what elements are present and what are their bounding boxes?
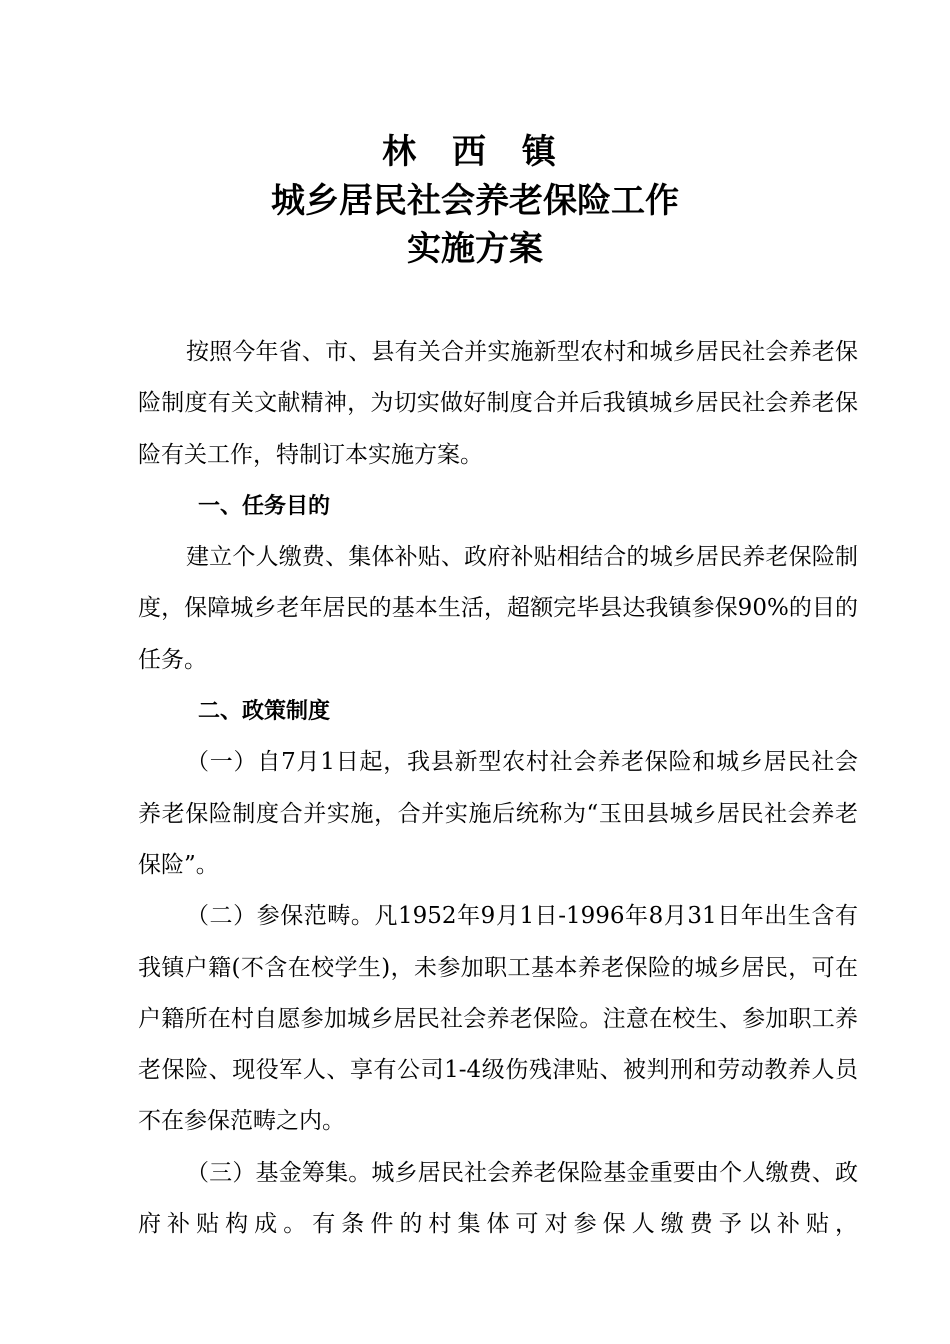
- title-line-plan: 实施方案: [407, 229, 543, 269]
- policy-item-2: （二）参保范畴。凡1952年9月1日-1996年8月31日年出生含有我镇户籍(不含在校学生)，未参加职工基本养老保险的城乡居民，可在户籍所在村自愿参加城乡居民社会养老保险。注意在校生、参加职工养老保险、现役军人、享有公司1-4级伤残津贴、被判刑和劳动教养人员不在参保范畴之内。: [138, 903, 858, 1135]
- goals-paragraph: 建立个人缴费、集体补贴、政府补贴相结合的城乡居民养老保险制度，保障城乡老年居民的基本生活，超额完毕县达我镇参保90%的目的任务。: [138, 544, 858, 673]
- title-line-subject: 城乡居民社会养老保险工作: [271, 181, 679, 221]
- section-heading-goals: 一、任务目的: [198, 493, 331, 519]
- policy-item-1: （一）自7月1日起，我县新型农村社会养老保险和城乡居民社会养老保险制度合并实施，合并实施后统称为“玉田县城乡居民社会养老保险”。: [138, 749, 858, 878]
- title-line-town: 林 西 镇: [382, 132, 568, 172]
- intro-paragraph: 按照今年省、市、县有关合并实施新型农村和城乡居民社会养老保险制度有关文献精神，为切实做好制度合并后我镇城乡居民社会养老保险有关工作，特制订本实施方案。: [138, 339, 858, 468]
- section-heading-policy: 二、政策制度: [198, 699, 331, 725]
- policy-item-3: （三）基金筹集。城乡居民社会养老保险基金重要由个人缴费、政府补贴构成。有条件的村集体可对参保人缴费予以补贴，: [138, 1159, 858, 1238]
- document-body: [138, 327, 858, 1250]
